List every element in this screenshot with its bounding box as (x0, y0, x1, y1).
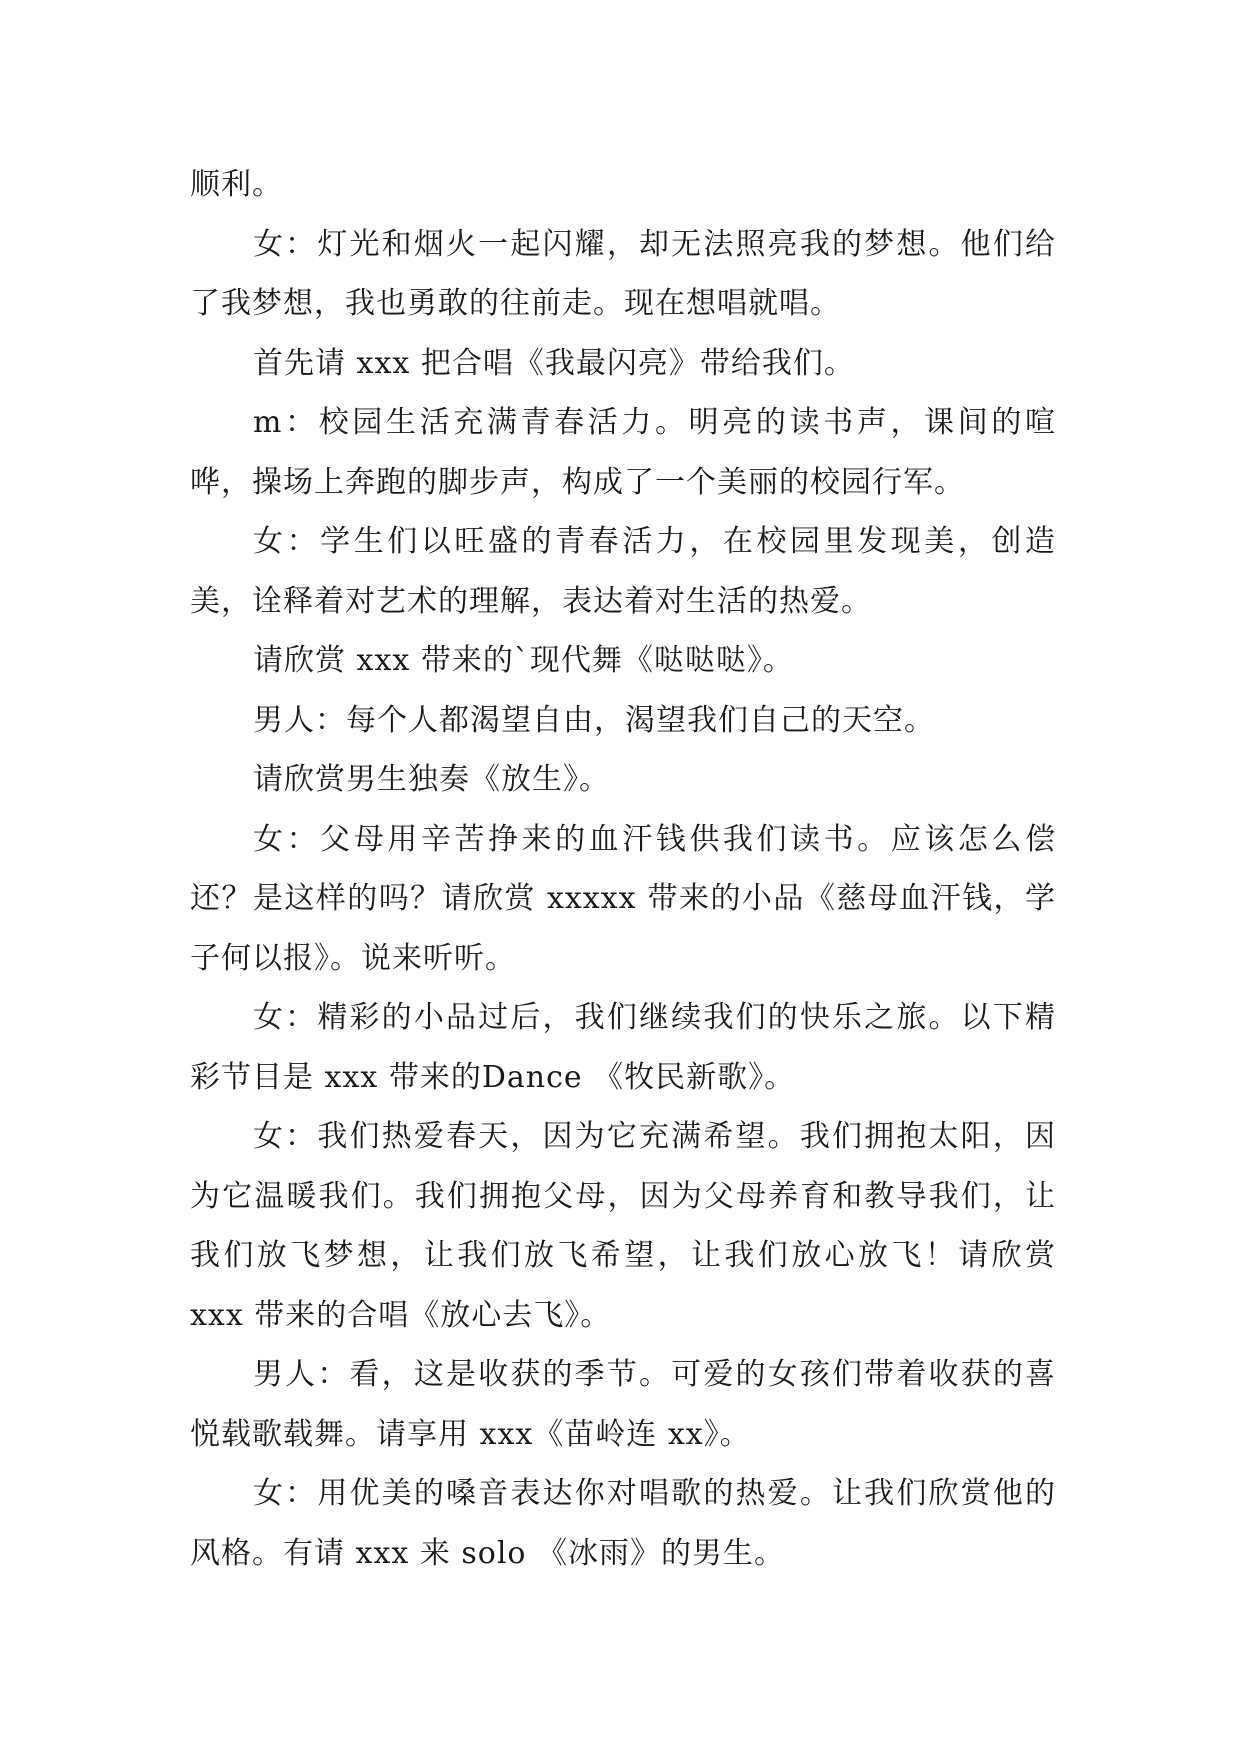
paragraph-2: 女：灯光和烟火一起闪耀，却无法照亮我的梦想。他们给了我梦想，我也勇敢的往前走。现在想唱就唱。 (190, 226, 1056, 321)
paragraph-13: 女：用优美的嗓音表达你对唱歌的热爱。让我们欣赏他的风格。有请 xxx 来 solo 《冰雨》的男生。 (190, 1476, 1056, 1571)
paragraph-8: 请欣赏男生独奏《放生》。 (253, 762, 610, 797)
paragraph-5: 女：学生们以旺盛的青春活力，在校园里发现美，创造美，诠释着对艺术的理解，表达着对生活的热爱。 (190, 524, 1056, 619)
paragraph-4: m：校园生活充满青春活力。明亮的读书声，课间的喧哗，操场上奔跑的脚步声，构成了一个美丽的校园行军。 (190, 405, 1056, 500)
paragraph-9: 女：父母用辛苦挣来的血汗钱供我们读书。应该怎么偿还？是这样的吗？请欣赏 xxxxx 带来的小品《慈母血汗钱，学子何以报》。说来听听。 (190, 821, 1056, 976)
paragraph-6: 请欣赏 xxx 带来的`现代舞《哒哒哒》。 (253, 643, 794, 678)
paragraph-1: 顺利。 (190, 167, 283, 202)
paragraph-3: 首先请 xxx 把合唱《我最闪亮》带给我们。 (253, 345, 855, 381)
paragraph-12: 男人：看，这是收获的季节。可爱的女孩们带着收获的喜悦载歌载舞。请享用 xxx《苗岭连 xx》。 (190, 1357, 1056, 1452)
paragraph-11: 女：我们热爱春天，因为它充满希望。我们拥抱太阳，因为它温暖我们。我们拥抱父母，因为父母养育和教导我们，让我们放飞梦想，让我们放飞希望，让我们放心放飞！请欣赏 xxx 带来的合唱《放心去飞》。 (190, 1119, 1056, 1333)
document-body (190, 155, 1056, 1583)
paragraph-7: 男人：每个人都渴望自由，渴望我们自己的天空。 (253, 702, 935, 738)
paragraph-10: 女：精彩的小品过后，我们继续我们的快乐之旅。以下精彩节目是 xxx 带来的Dance 《牧民新歌》。 (190, 1000, 1056, 1095)
